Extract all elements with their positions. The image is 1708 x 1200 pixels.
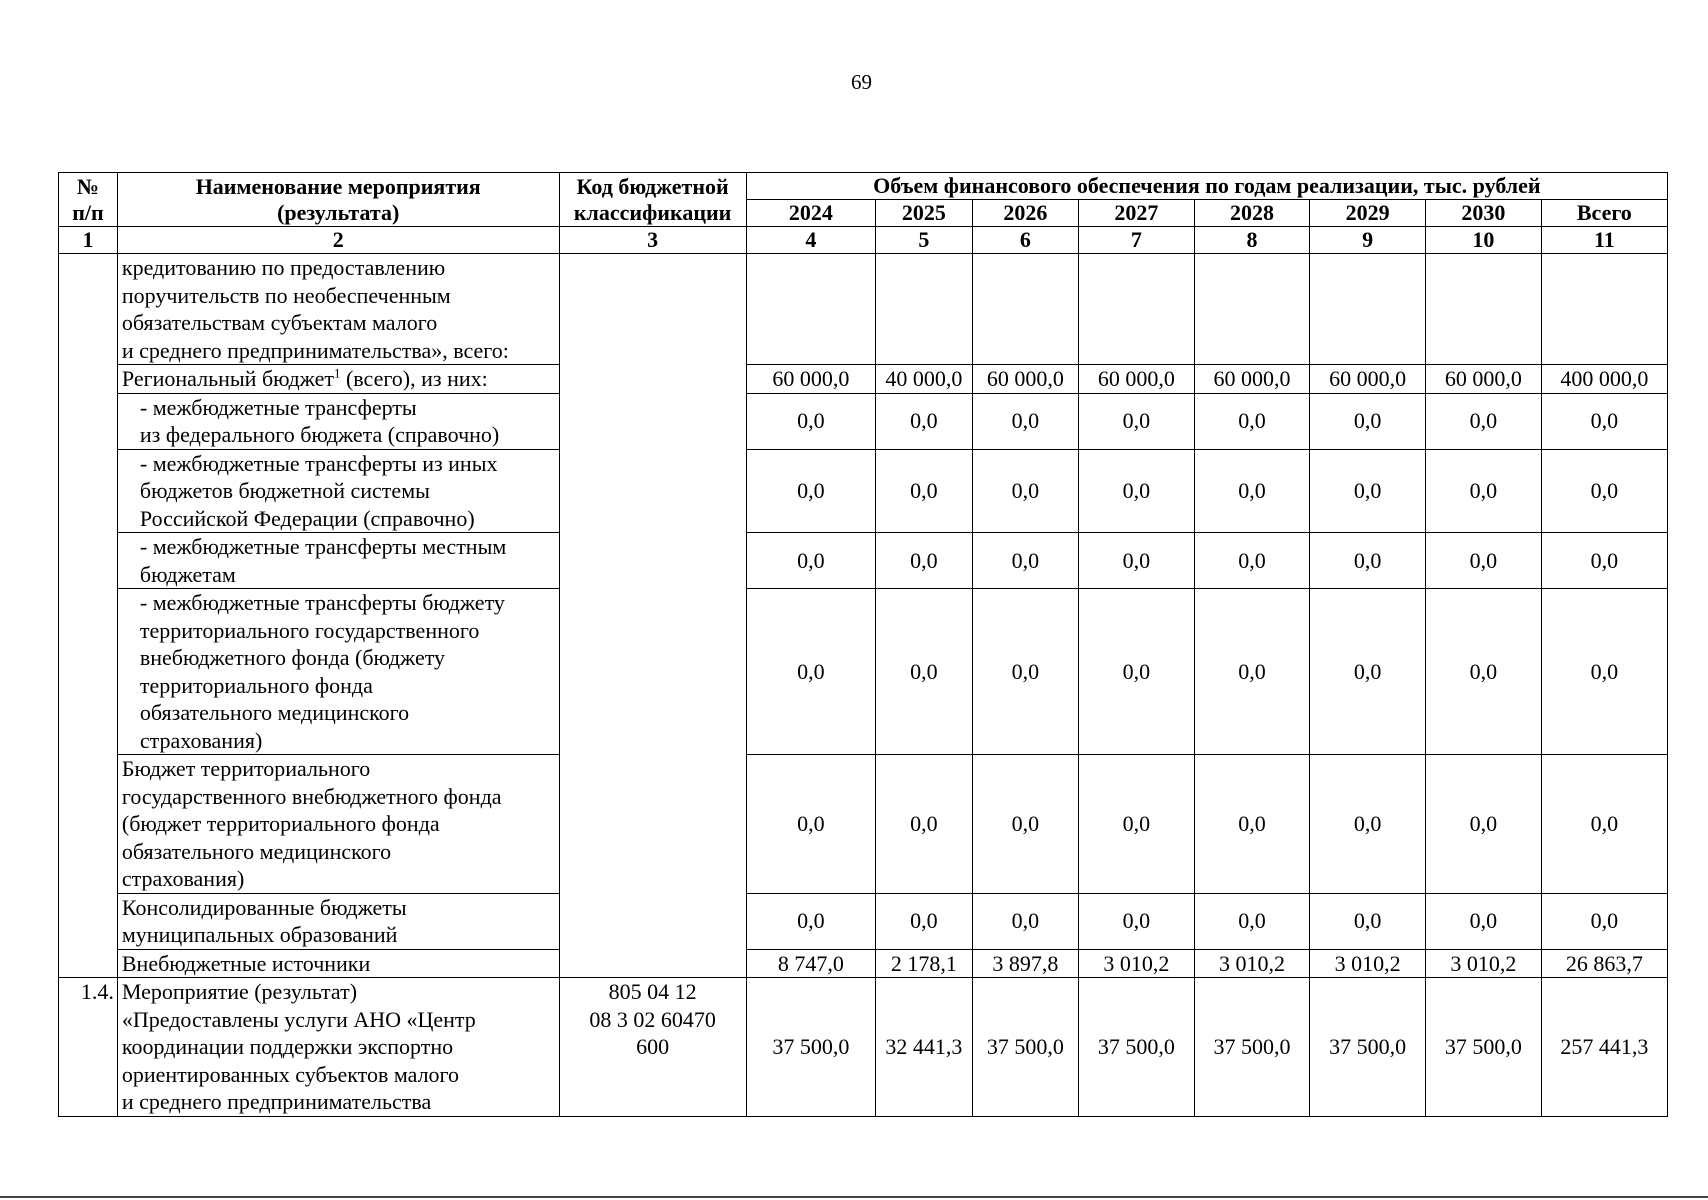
value-cell: 0,0	[1426, 755, 1542, 894]
table-row	[59, 365, 1668, 394]
value-cell: 0,0	[876, 755, 973, 894]
value-cell: 0,0	[1310, 589, 1426, 755]
value-cell	[972, 254, 1078, 365]
value-cell: 3 897,8	[972, 949, 1078, 978]
header-year: 2027	[1078, 200, 1194, 227]
value-cell: 0,0	[746, 393, 875, 449]
column-number: 1	[59, 227, 118, 254]
value-cell: 37 500,0	[746, 978, 875, 1117]
header-name: Наименование мероприятия (результата)	[117, 173, 559, 227]
row-name-line: кредитованию по предоставлению	[121, 255, 446, 280]
value-cell: 3 010,2	[1194, 949, 1310, 978]
row-name-line: страхования)	[121, 866, 245, 891]
value-cell: 0,0	[972, 533, 1078, 589]
row-name	[117, 755, 559, 894]
value-cell: 0,0	[1194, 589, 1310, 755]
row-index: 1.4.	[59, 978, 118, 1117]
table-row	[59, 755, 1668, 894]
header-volume: Объем финансового обеспечения по годам реализации, тыс. рублей	[746, 173, 1667, 200]
table-row	[59, 978, 1668, 1117]
value-cell: 0,0	[1310, 755, 1426, 894]
value-cell: 0,0	[1541, 533, 1667, 589]
row-name-line: (бюджет территориального фонда	[121, 811, 440, 836]
table-row	[59, 533, 1668, 589]
value-cell	[1194, 254, 1310, 365]
column-number: 10	[1426, 227, 1542, 254]
header-row-1	[59, 173, 1668, 200]
value-cell: 257 441,3	[1541, 978, 1667, 1117]
value-cell: 0,0	[1078, 533, 1194, 589]
value-cell: 0,0	[746, 755, 875, 894]
value-cell: 0,0	[1078, 393, 1194, 449]
value-cell: 37 500,0	[1310, 978, 1426, 1117]
row-name-line: Консолидированные бюджеты	[121, 894, 407, 920]
value-cell: 0,0	[1541, 755, 1667, 894]
row-name	[117, 589, 559, 755]
header-total: Всего	[1541, 200, 1667, 227]
table-row	[59, 449, 1668, 533]
value-cell: 0,0	[1541, 393, 1667, 449]
value-cell: 0,0	[972, 755, 1078, 894]
column-number: 11	[1541, 227, 1667, 254]
header-year: 2024	[746, 200, 875, 227]
value-cell	[1426, 254, 1542, 365]
row-name-line: бюджетам	[139, 561, 236, 587]
header-code: Код бюджетной классификации	[559, 173, 746, 227]
row-name-line: обязательного медицинского	[121, 838, 392, 864]
value-cell: 0,0	[1078, 893, 1194, 949]
value-cell: 0,0	[1078, 755, 1194, 894]
row-name-suffix: (всего), из них:	[340, 366, 488, 391]
value-cell: 60 000,0	[1194, 365, 1310, 394]
header-year: 2025	[876, 200, 973, 227]
value-cell: 0,0	[1310, 393, 1426, 449]
row-name-line: ориентированных субъектов малого	[121, 1061, 460, 1087]
value-cell	[1310, 254, 1426, 365]
row-name-line: муниципальных образований	[121, 922, 398, 947]
header-year: 2028	[1194, 200, 1310, 227]
footnote-mark: 1	[333, 365, 341, 381]
value-cell: 2 178,1	[876, 949, 973, 978]
column-number: 8	[1194, 227, 1310, 254]
value-cell	[876, 254, 973, 365]
row-name-text: Региональный бюджет	[121, 366, 334, 391]
value-cell: 0,0	[1426, 589, 1542, 755]
value-cell: 0,0	[1078, 449, 1194, 533]
value-cell: 60 000,0	[1310, 365, 1426, 394]
value-cell: 0,0	[1310, 893, 1426, 949]
page-number: 69	[851, 70, 872, 94]
value-cell: 26 863,7	[1541, 949, 1667, 978]
row-name-line: «Предоставлены услуги АНО «Центр	[121, 1006, 476, 1032]
value-cell	[1541, 254, 1667, 365]
header-year: 2026	[972, 200, 1078, 227]
value-cell: 0,0	[876, 533, 973, 589]
column-number: 7	[1078, 227, 1194, 254]
column-number: 9	[1310, 227, 1426, 254]
value-cell: 0,0	[746, 589, 875, 755]
value-cell: 0,0	[972, 893, 1078, 949]
header-year: 2029	[1310, 200, 1426, 227]
value-cell: 60 000,0	[746, 365, 875, 394]
value-cell: 0,0	[876, 589, 973, 755]
value-cell: 3 010,2	[1426, 949, 1542, 978]
row-name-line: внебюджетного фонда (бюджету	[139, 645, 446, 670]
page-bottom-edge	[0, 1196, 1708, 1198]
value-cell: 0,0	[876, 449, 973, 533]
row-name-line: - межбюджетные трансферты местным	[139, 534, 507, 559]
row-name-line: из федерального бюджета (справочно)	[139, 422, 500, 447]
header-year: 2030	[1426, 200, 1542, 227]
value-cell: 0,0	[1426, 533, 1542, 589]
value-cell: 8 747,0	[746, 949, 875, 978]
row-name-line: Бюджет территориального	[121, 756, 371, 781]
row-name	[117, 393, 559, 449]
value-cell: 40 000,0	[876, 365, 973, 394]
table-row	[59, 589, 1668, 755]
value-cell: 0,0	[746, 533, 875, 589]
row-name	[117, 533, 559, 589]
row-name-line: бюджетов бюджетной системы	[139, 478, 430, 503]
row-name	[117, 254, 559, 365]
value-cell: 0,0	[1541, 449, 1667, 533]
value-cell: 60 000,0	[1426, 365, 1542, 394]
value-cell: 0,0	[746, 893, 875, 949]
code-cell-empty	[559, 254, 746, 978]
value-cell: 0,0	[1541, 589, 1667, 755]
row-name-line: - межбюджетные трансферты	[139, 394, 417, 420]
value-cell: 60 000,0	[972, 365, 1078, 394]
budget-code	[559, 978, 746, 1117]
value-cell: 0,0	[1194, 449, 1310, 533]
value-cell: 0,0	[1194, 393, 1310, 449]
value-cell: 0,0	[1426, 449, 1542, 533]
value-cell: 0,0	[1541, 893, 1667, 949]
value-cell: 37 500,0	[972, 978, 1078, 1117]
value-cell: 0,0	[876, 893, 973, 949]
budget-code-line: 600	[636, 1034, 670, 1059]
row-name	[117, 949, 559, 978]
value-cell: 0,0	[1194, 755, 1310, 894]
row-name-line: страхования)	[139, 727, 263, 753]
table-row	[59, 393, 1668, 449]
value-cell: 0,0	[1310, 449, 1426, 533]
value-cell: 37 500,0	[1078, 978, 1194, 1117]
column-number: 4	[746, 227, 875, 254]
financing-table	[58, 172, 1668, 1117]
row-name-line: Российской Федерации (справочно)	[139, 505, 475, 531]
value-cell: 32 441,3	[876, 978, 973, 1117]
row-name-line: обязательствам субъектам малого	[121, 310, 438, 335]
value-cell: 0,0	[972, 449, 1078, 533]
value-cell: 400 000,0	[1541, 365, 1667, 394]
value-cell	[1078, 254, 1194, 365]
value-cell: 3 010,2	[1310, 949, 1426, 978]
row-name	[117, 449, 559, 533]
row-name-line: обязательного медицинского	[139, 700, 410, 725]
value-cell: 0,0	[1078, 589, 1194, 755]
value-cell: 0,0	[1426, 393, 1542, 449]
row-name	[117, 978, 559, 1117]
row-name-line: и среднего предпринимательства», всего:	[121, 337, 509, 363]
column-number: 5	[876, 227, 973, 254]
table-row	[59, 893, 1668, 949]
row-name-line: и среднего предпринимательства	[121, 1089, 432, 1114]
row-name	[117, 365, 559, 394]
value-cell: 3 010,2	[1078, 949, 1194, 978]
row-name-line: территориального государственного	[139, 617, 480, 643]
column-number: 3	[559, 227, 746, 254]
index-cell-empty	[59, 254, 118, 978]
row-name-line: поручительств по необеспеченным	[121, 282, 451, 308]
value-cell: 0,0	[1194, 893, 1310, 949]
value-cell: 37 500,0	[1426, 978, 1542, 1117]
row-name-line: государственного внебюджетного фонда	[121, 783, 502, 809]
budget-code-line: 08 3 02 60470	[589, 1006, 716, 1032]
value-cell: 0,0	[1426, 893, 1542, 949]
column-number: 2	[117, 227, 559, 254]
header-row-numbers	[59, 227, 1668, 254]
table-row	[59, 254, 1668, 365]
row-name	[117, 893, 559, 949]
row-name-line: Внебюджетные источники	[121, 950, 371, 976]
value-cell: 0,0	[746, 449, 875, 533]
value-cell	[746, 254, 875, 365]
value-cell: 37 500,0	[1194, 978, 1310, 1117]
table-row	[59, 949, 1668, 978]
value-cell: 0,0	[1194, 533, 1310, 589]
value-cell: 0,0	[972, 393, 1078, 449]
value-cell: 0,0	[1310, 533, 1426, 589]
value-cell: 0,0	[876, 393, 973, 449]
value-cell: 0,0	[972, 589, 1078, 755]
budget-code-line: 805 04 12	[608, 979, 697, 1004]
row-name-line: - межбюджетные трансферты из иных	[139, 450, 498, 476]
value-cell: 60 000,0	[1078, 365, 1194, 394]
header-number: № п/п	[59, 173, 118, 227]
column-number: 6	[972, 227, 1078, 254]
row-name-line: координации поддержки экспортно	[121, 1034, 454, 1059]
row-name-line: Мероприятие (результат)	[121, 979, 358, 1004]
row-name-line: территориального фонда	[139, 672, 373, 698]
row-name-line: - межбюджетные трансферты бюджету	[139, 590, 505, 615]
